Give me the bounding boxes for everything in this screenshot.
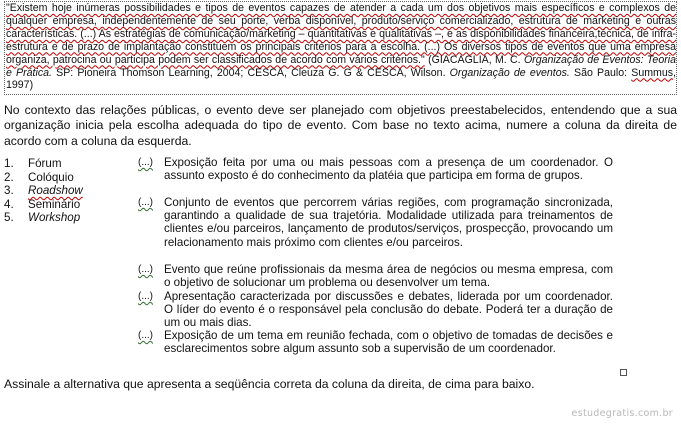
- item-number: 3.: [4, 184, 14, 197]
- item-number: 5.: [4, 211, 14, 224]
- answer-blank[interactable]: (...): [138, 330, 153, 341]
- quote-text: [6, 2, 676, 92]
- left-item: [4, 211, 144, 225]
- instruction-text: Assinale a alternativa que apresenta a seqüência correta da coluna da direita, de cima para baixo.: [4, 377, 535, 391]
- item-number: 1.: [4, 157, 14, 170]
- quote-body: "Existem hoje inúmeras possibilidades e tipos de eventos capazes de atender a cada um dos objetivos mais específicos e complexos de qualquer empresa, independentemente de seu porte, verba disponível, produto/serviço comercializado, estrutura de marketing e outras características. (...) As estratégias de comunicação/marketing – quantitativas e qualitativas –, e as disponibilidades financeira,técnica, de infra-estrutura e de prazo de implantação constituem os principais critérios para a escolha. (...) Os diversos tipos de eventos que uma empresa organiza, patrocina ou participa podem ser classificados de acordo com vários critérios.": [6, 2, 676, 66]
- context-paragraph: No contexto das relações públicas, o evento deve ser planejado com objetivos preestabelecidos, entendendo que a sua organização inicia pela escolha adequada do tipo de evento. Com base no texto acima, numere a coluna da direita de acordo com a coluna da esquerda.: [4, 103, 677, 148]
- item-number: 2.: [4, 170, 14, 184]
- right-option: [138, 156, 618, 182]
- right-option: [138, 263, 618, 289]
- citation-publisher: Summus: [631, 66, 674, 79]
- option-text: Exposição feita por uma ou mais pessoas com a presença de um coordenador. O assunto exposto é do conhecimento da platéia que participa em forma de grupos.: [164, 156, 613, 183]
- right-option: [138, 329, 618, 355]
- left-item: [4, 171, 144, 185]
- item-label: Colóquio: [28, 170, 74, 184]
- citation-book-1: Organização de Eventos: Teoria e Prática.: [6, 53, 676, 79]
- option-text: Exposição de um tema em reunião fechada, com o objetivo de tomadas de decisões e esclarecimentos sobre algum assunto sob a supervisão de um coordenador.: [164, 329, 613, 356]
- left-item: [4, 198, 144, 212]
- item-label: Roadshow: [28, 184, 83, 197]
- paragraph-marker: [620, 369, 627, 376]
- left-column: [4, 157, 144, 225]
- answer-blank[interactable]: (...): [138, 264, 153, 275]
- option-text: Conjunto de eventos que percorrem várias regiões, com programação sincronizada, garantindo a qualidade de sua trajetória. Modalidade utilizada para treinamentos de clientes e/ou parceiros, lançamento de produtos/serviços, prospecção, provocando um relacionamento mais próximo com clientes e/ou parceiros.: [164, 196, 613, 249]
- watermark: estudegratis.com.br: [571, 408, 673, 419]
- answer-blank[interactable]: (...): [138, 157, 153, 168]
- citation-part-4: , 1997): [6, 66, 676, 92]
- right-option: [138, 196, 618, 249]
- item-number: 4.: [4, 197, 14, 211]
- citation-part-1: (GIACAGLIA, M. C.: [424, 53, 524, 66]
- option-text: Evento que reúne profissionais da mesma área de negócios ou mesma empresa, com o objetivo de solucionar um problema ou desenvolver um tema.: [164, 263, 613, 290]
- answer-blank[interactable]: (...): [138, 291, 153, 302]
- citation-part-2: SP: Pioneira Thomson Learning, 2004; CESCA, Cleuza G. G & CESCA, Wilson.: [51, 66, 450, 79]
- item-label: Workshop: [28, 211, 81, 224]
- citation-book-2: Organização de eventos.: [449, 66, 570, 79]
- item-label: Fórum: [28, 157, 62, 170]
- option-text: Apresentação caracterizada por discussões e debates, liderada por um coordenador. O líder do evento é o responsável pela conclusão do debate. Poderá ter a duração de um ou mais dias.: [164, 290, 613, 330]
- left-item: [4, 157, 144, 171]
- item-label: Seminário: [28, 197, 81, 211]
- right-option: [138, 290, 618, 330]
- answer-blank[interactable]: (...): [138, 197, 153, 208]
- left-item: [4, 184, 144, 198]
- citation-part-3: São Paulo:: [569, 66, 632, 79]
